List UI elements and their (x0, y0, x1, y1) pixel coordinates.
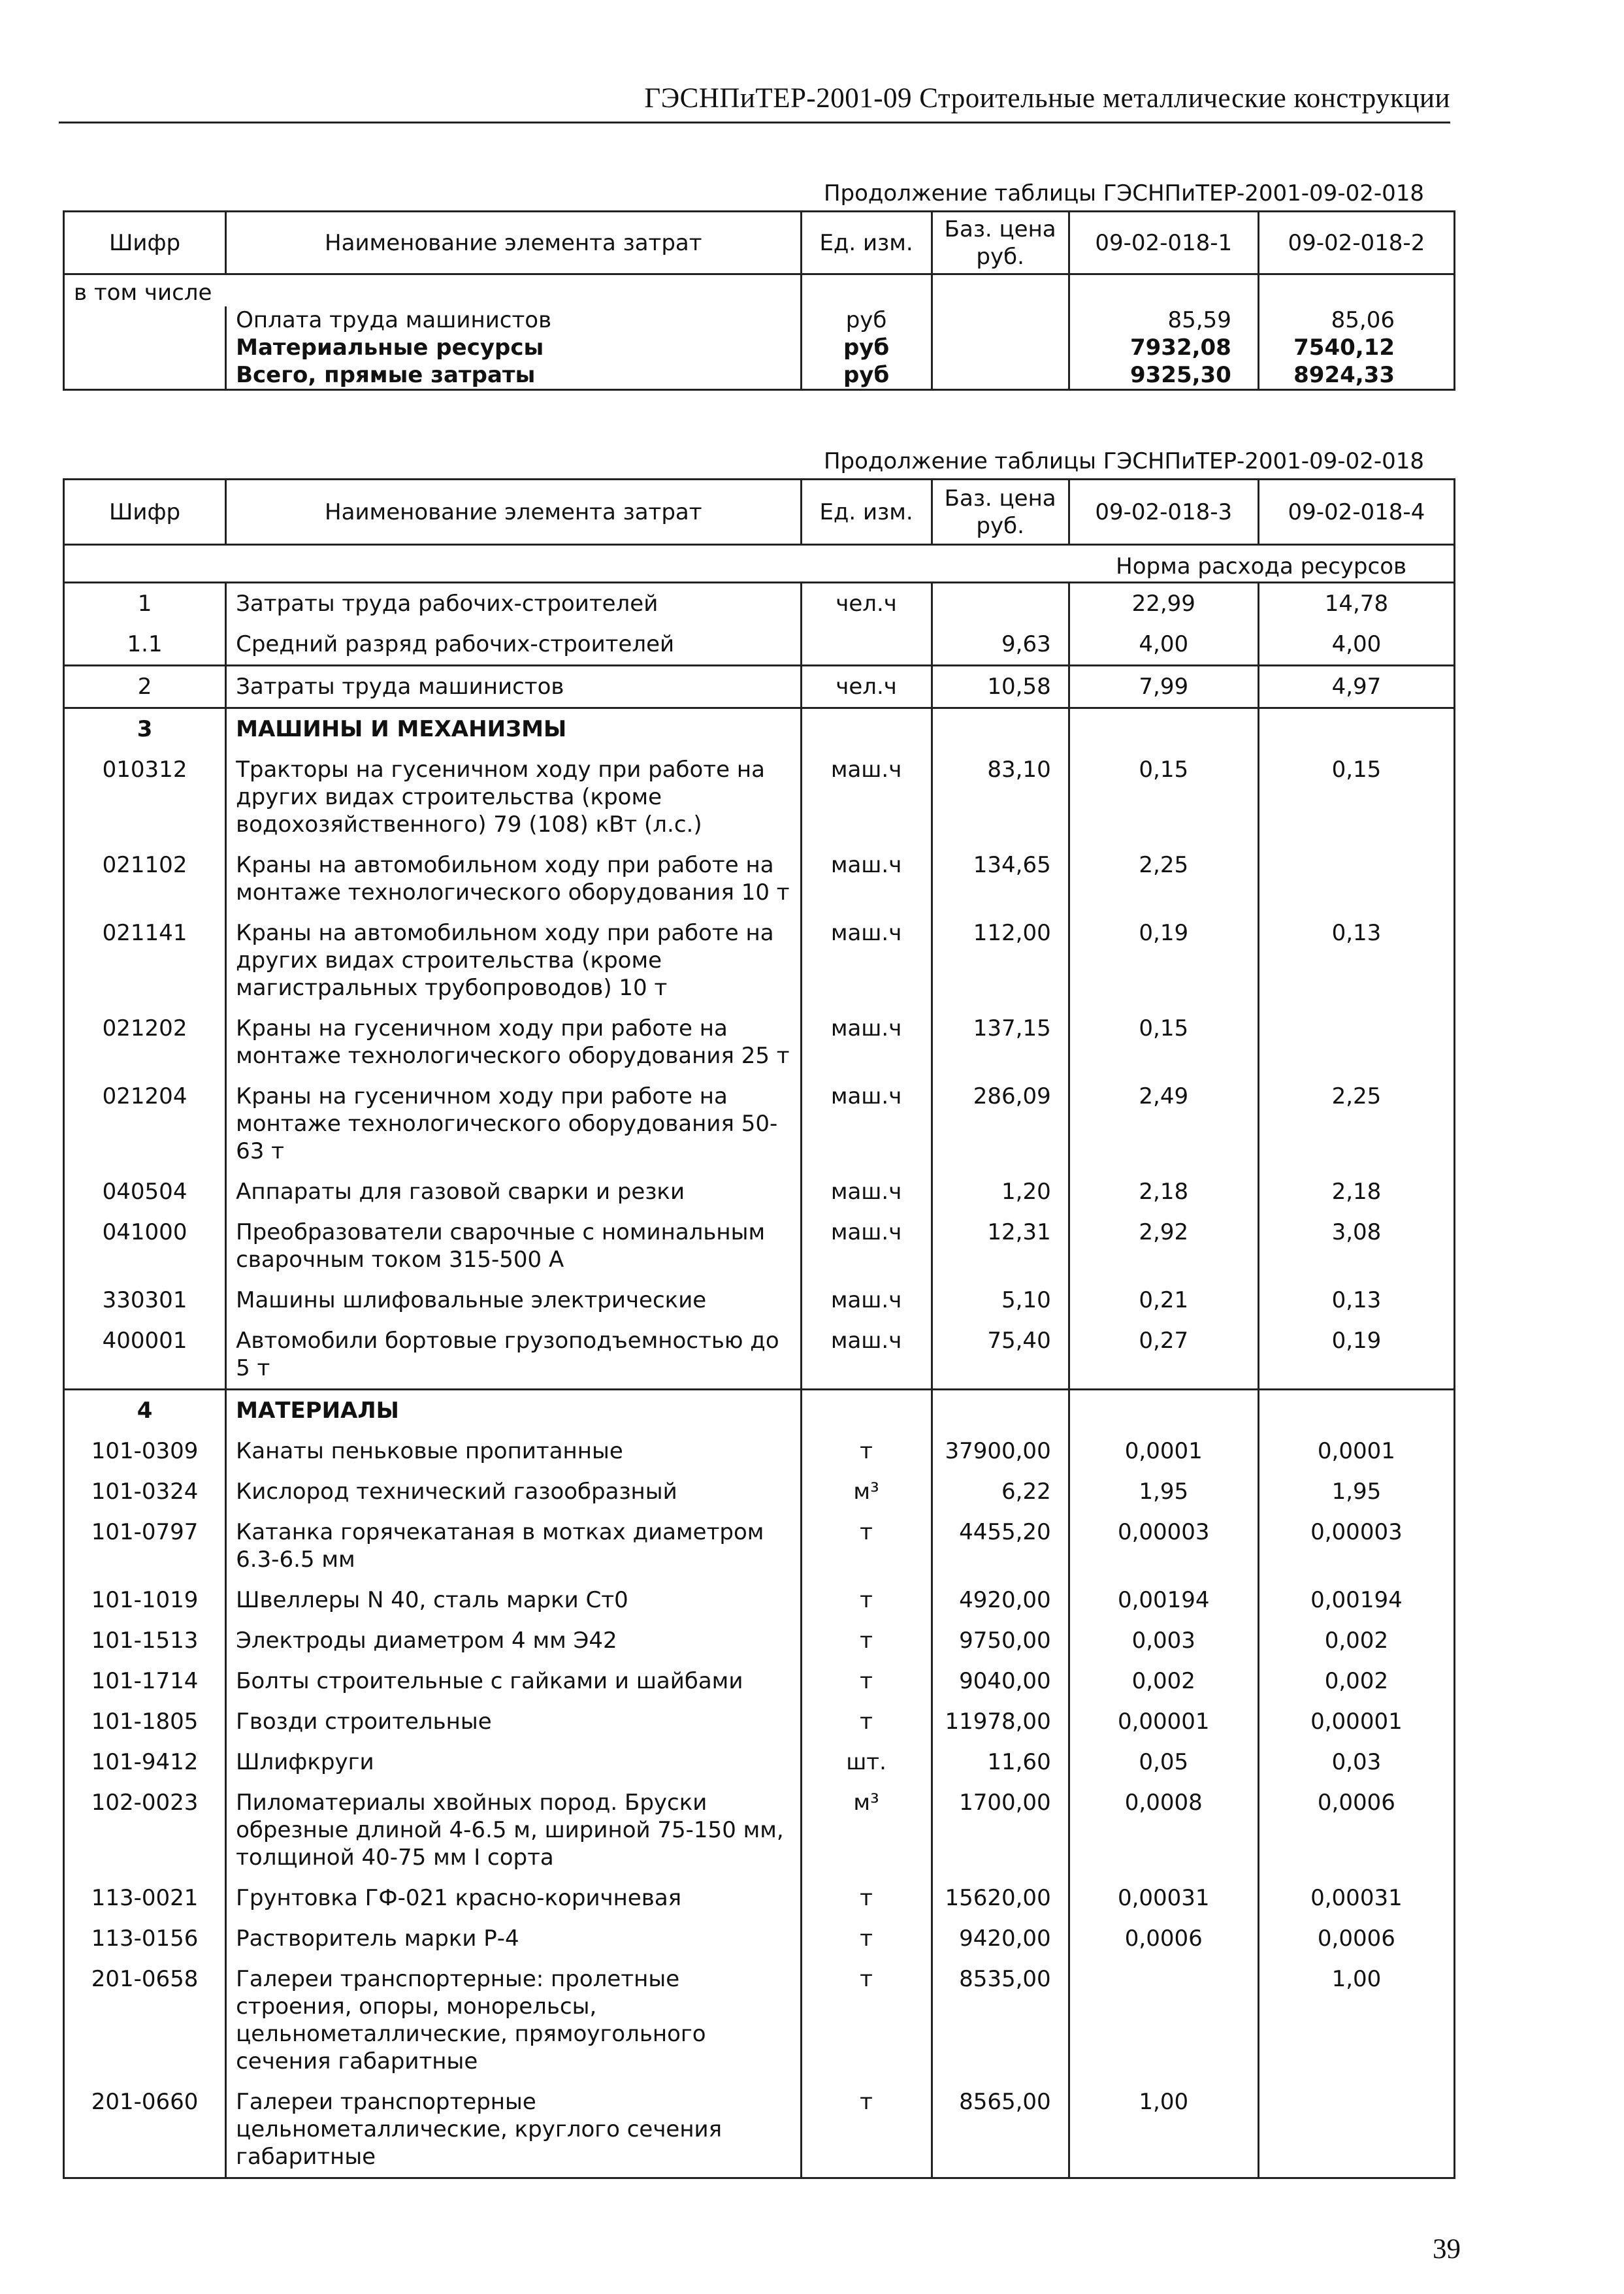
table-row (64, 749, 1455, 845)
table2 (63, 478, 1455, 2179)
row-name: в том числе (64, 274, 802, 307)
row-value-a: 1,95 (1069, 1471, 1258, 1512)
row-price: 8565,00 (932, 2082, 1069, 2178)
row-unit: т (801, 1620, 932, 1661)
col-code-header: Шифр (64, 212, 226, 274)
table1 (63, 210, 1455, 391)
row-value-a: 0,00194 (1069, 1580, 1258, 1620)
row-price: 10,58 (932, 666, 1069, 708)
row-value-b (1258, 1008, 1454, 1076)
row-price: 83,10 (932, 749, 1069, 845)
col-price-header: Баз. цена руб. (932, 480, 1069, 545)
row-code: 041000 (64, 1212, 226, 1280)
row-unit: чел.ч (801, 583, 932, 625)
row-value-a (1069, 708, 1258, 750)
row-value-b: 2,18 (1258, 1172, 1454, 1212)
row-unit: маш.ч (801, 1280, 932, 1320)
table2-header-row (64, 480, 1455, 545)
row-price: 9040,00 (932, 1661, 1069, 1701)
row-value-a (1069, 1390, 1258, 1432)
row-price (932, 583, 1069, 625)
row-name: Кислород технический газообразный (226, 1471, 801, 1512)
row-price: 1700,00 (932, 1782, 1069, 1878)
row-name: Краны на автомобильном ходу при работе на других видах строительства (кроме магистральных трубопроводов) 10 т (226, 913, 801, 1008)
row-value-b: 0,0006 (1258, 1782, 1454, 1878)
row-name: Растворитель марки Р-4 (226, 1918, 801, 1959)
row-value-b: 14,78 (1258, 583, 1454, 625)
row-price (932, 274, 1069, 307)
row-price: 75,40 (932, 1320, 1069, 1390)
row-code: 101-1513 (64, 1620, 226, 1661)
row-name: Шлифкруги (226, 1742, 801, 1782)
table-row (64, 1076, 1455, 1172)
row-value-a: 0,00001 (1069, 1701, 1258, 1742)
col-a-header: 09-02-018-1 (1069, 212, 1258, 274)
table-row (64, 1280, 1455, 1320)
row-price (932, 334, 1069, 361)
row-unit: шт. (801, 1742, 932, 1782)
table-row (64, 583, 1455, 625)
row-value-a (1069, 274, 1258, 307)
row-code: 101-9412 (64, 1742, 226, 1782)
row-name: МАШИНЫ И МЕХАНИЗМЫ (226, 708, 801, 750)
col-name-header: Наименование элемента затрат (226, 480, 801, 545)
row-name: Средний разряд рабочих-строителей (226, 624, 801, 666)
table-row (64, 1620, 1455, 1661)
row-price (932, 1390, 1069, 1432)
table-row (64, 1918, 1455, 1959)
page-number: 39 (1433, 2234, 1461, 2265)
row-code: 021102 (64, 845, 226, 913)
row-code: 1.1 (64, 624, 226, 666)
row-unit: т (801, 1580, 932, 1620)
row-code: 3 (64, 708, 226, 750)
row-name: Оплата труда машинистов (226, 306, 801, 334)
row-value-b: 85,06 (1258, 306, 1454, 334)
row-value-b: 4,97 (1258, 666, 1454, 708)
page-header (59, 77, 1450, 123)
row-unit: руб (801, 361, 932, 390)
row-value-a: 0,002 (1069, 1661, 1258, 1701)
row-name: Грунтовка ГФ-021 красно-коричневая (226, 1878, 801, 1918)
col-b-header: 09-02-018-2 (1258, 212, 1454, 274)
row-value-a: 0,15 (1069, 1008, 1258, 1076)
row-name: Пиломатериалы хвойных пород. Бруски обрезные длиной 4-6.5 м, шириной 75-150 мм, толщиной 40-75 мм I сорта (226, 1782, 801, 1878)
row-code: 021204 (64, 1076, 226, 1172)
row-unit (801, 708, 932, 750)
row-price (932, 361, 1069, 390)
row-value-a: 0,27 (1069, 1320, 1258, 1390)
table-row (64, 306, 1455, 334)
row-name: Галереи транспортерные цельнометаллические, круглого сечения габаритные (226, 2082, 801, 2178)
table-row (64, 334, 1455, 361)
row-name: МАТЕРИАЛЫ (226, 1390, 801, 1432)
row-value-a: 22,99 (1069, 583, 1258, 625)
row-value-a: 0,05 (1069, 1742, 1258, 1782)
row-value-a: 2,18 (1069, 1172, 1258, 1212)
row-price: 134,65 (932, 845, 1069, 913)
row-code: 021202 (64, 1008, 226, 1076)
table-row (64, 1742, 1455, 1782)
row-unit: маш.ч (801, 913, 932, 1008)
row-value-a: 0,19 (1069, 913, 1258, 1008)
col-code-header: Шифр (64, 480, 226, 545)
row-unit: маш.ч (801, 749, 932, 845)
table-row (64, 1172, 1455, 1212)
col-a-header: 09-02-018-3 (1069, 480, 1258, 545)
row-value-b: 0,002 (1258, 1661, 1454, 1701)
row-unit: маш.ч (801, 1008, 932, 1076)
row-unit: т (801, 1661, 932, 1701)
row-unit: руб (801, 306, 932, 334)
table-row (64, 1320, 1455, 1390)
row-unit: маш.ч (801, 1076, 932, 1172)
row-unit: маш.ч (801, 1212, 932, 1280)
row-value-a: 0,0006 (1069, 1918, 1258, 1959)
row-value-a: 9325,30 (1069, 361, 1258, 390)
table-row (64, 1431, 1455, 1471)
row-price: 11,60 (932, 1742, 1069, 1782)
row-unit: т (801, 1512, 932, 1580)
row-price: 9750,00 (932, 1620, 1069, 1661)
table-row (64, 1782, 1455, 1878)
row-value-a: 7932,08 (1069, 334, 1258, 361)
row-value-a: 0,00031 (1069, 1878, 1258, 1918)
table-row (64, 1390, 1455, 1432)
row-value-b (1258, 1390, 1454, 1432)
row-value-b: 0,002 (1258, 1620, 1454, 1661)
row-price (932, 708, 1069, 750)
row-code (64, 361, 226, 390)
row-unit: т (801, 1959, 932, 2082)
row-value-b: 7540,12 (1258, 334, 1454, 361)
row-code: 113-0021 (64, 1878, 226, 1918)
row-price: 9,63 (932, 624, 1069, 666)
row-unit: м³ (801, 1782, 932, 1878)
row-code: 101-1019 (64, 1580, 226, 1620)
row-price: 286,09 (932, 1076, 1069, 1172)
table-row (64, 1008, 1455, 1076)
row-unit (801, 1390, 932, 1432)
row-value-b: 3,08 (1258, 1212, 1454, 1280)
row-value-a: 7,99 (1069, 666, 1258, 708)
row-code: 1 (64, 583, 226, 625)
row-value-b: 1,95 (1258, 1471, 1454, 1512)
row-unit (801, 624, 932, 666)
row-value-a: 0,0008 (1069, 1782, 1258, 1878)
table-row (64, 666, 1455, 708)
row-value-b: 0,00031 (1258, 1878, 1454, 1918)
row-value-a: 2,25 (1069, 845, 1258, 913)
row-name: Канаты пеньковые пропитанные (226, 1431, 801, 1471)
table-row (64, 1471, 1455, 1512)
row-code: 021141 (64, 913, 226, 1008)
row-unit: маш.ч (801, 845, 932, 913)
row-price: 1,20 (932, 1172, 1069, 1212)
table-row (64, 2082, 1455, 2178)
row-code: 040504 (64, 1172, 226, 1212)
row-unit: т (801, 1878, 932, 1918)
row-value-a: 0,003 (1069, 1620, 1258, 1661)
row-code: 201-0660 (64, 2082, 226, 2178)
row-name: Гвозди строительные (226, 1701, 801, 1742)
row-value-a: 2,92 (1069, 1212, 1258, 1280)
row-value-a (1069, 1959, 1258, 2082)
row-value-a: 0,0001 (1069, 1431, 1258, 1471)
row-price: 4920,00 (932, 1580, 1069, 1620)
row-value-a: 85,59 (1069, 306, 1258, 334)
row-code: 330301 (64, 1280, 226, 1320)
row-value-b (1258, 708, 1454, 750)
row-value-b: 0,00001 (1258, 1701, 1454, 1742)
row-unit: т (801, 1918, 932, 1959)
row-unit: маш.ч (801, 1320, 932, 1390)
row-price: 137,15 (932, 1008, 1069, 1076)
col-b-header: 09-02-018-4 (1258, 480, 1454, 545)
row-value-b: 0,15 (1258, 749, 1454, 845)
row-name: Автомобили бортовые грузоподъемностью до 5 т (226, 1320, 801, 1390)
table-row (64, 1959, 1455, 2082)
row-value-b: 1,00 (1258, 1959, 1454, 2082)
row-value-b: 0,0006 (1258, 1918, 1454, 1959)
row-unit: руб (801, 334, 932, 361)
row-price: 8535,00 (932, 1959, 1069, 2082)
row-value-b: 2,25 (1258, 1076, 1454, 1172)
row-value-b: 0,03 (1258, 1742, 1454, 1782)
table-row (64, 708, 1455, 750)
table-row (64, 1212, 1455, 1280)
row-name: Машины шлифовальные электрические (226, 1280, 801, 1320)
table-row (64, 1512, 1455, 1580)
table-row (64, 913, 1455, 1008)
row-code: 101-1714 (64, 1661, 226, 1701)
row-value-b: 0,13 (1258, 1280, 1454, 1320)
row-unit: чел.ч (801, 666, 932, 708)
row-value-b: 0,00194 (1258, 1580, 1454, 1620)
row-price: 4455,20 (932, 1512, 1069, 1580)
col-unit-header: Ед. изм. (801, 480, 932, 545)
row-value-b (1258, 2082, 1454, 2178)
row-code: 101-0324 (64, 1471, 226, 1512)
table-row (64, 274, 1455, 307)
row-name: Электроды диаметром 4 мм Э42 (226, 1620, 801, 1661)
col-name-header: Наименование элемента затрат (226, 212, 801, 274)
row-unit: м³ (801, 1471, 932, 1512)
row-code: 101-0797 (64, 1512, 226, 1580)
row-unit (801, 274, 932, 307)
row-name: Краны на гусеничном ходу при работе на монтаже технологического оборудования 50-63 т (226, 1076, 801, 1172)
document-title: ГЭСНПиТЕР-2001-09 Строительные металлические конструкции (644, 83, 1450, 114)
col-unit-header: Ед. изм. (801, 212, 932, 274)
row-name: Болты строительные с гайками и шайбами (226, 1661, 801, 1701)
row-value-a: 4,00 (1069, 624, 1258, 666)
row-code: 201-0658 (64, 1959, 226, 2082)
norm-row (64, 545, 1455, 583)
table-row (64, 1701, 1455, 1742)
row-code: 400001 (64, 1320, 226, 1390)
row-name: Материальные ресурсы (226, 334, 801, 361)
table-row (64, 1661, 1455, 1701)
table-row (64, 845, 1455, 913)
row-name: Краны на автомобильном ходу при работе на монтаже технологического оборудования 10 т (226, 845, 801, 913)
table-row (64, 361, 1455, 390)
table-row (64, 624, 1455, 666)
row-code (64, 306, 226, 334)
row-value-b (1258, 845, 1454, 913)
row-name: Галереи транспортерные: пролетные строения, опоры, монорельсы, цельнометаллические, прямоугольного сечения габаритные (226, 1959, 801, 2082)
row-name: Тракторы на гусеничном ходу при работе на других видах строительства (кроме водохозяйственного) 79 (108) кВт (л.с.) (226, 749, 801, 845)
row-name: Швеллеры N 40, сталь марки Ст0 (226, 1580, 801, 1620)
row-code: 2 (64, 666, 226, 708)
row-value-b: 0,19 (1258, 1320, 1454, 1390)
row-name: Затраты труда машинистов (226, 666, 801, 708)
row-code: 102-0023 (64, 1782, 226, 1878)
row-code: 113-0156 (64, 1918, 226, 1959)
row-value-b (1258, 274, 1454, 307)
row-value-b: 8924,33 (1258, 361, 1454, 390)
row-value-b: 0,00003 (1258, 1512, 1454, 1580)
row-code (64, 334, 226, 361)
row-unit: маш.ч (801, 1172, 932, 1212)
row-code: 4 (64, 1390, 226, 1432)
row-value-a: 0,15 (1069, 749, 1258, 845)
row-price: 112,00 (932, 913, 1069, 1008)
row-value-a: 1,00 (1069, 2082, 1258, 2178)
row-name: Преобразователи сварочные с номинальным сварочным током 315-500 А (226, 1212, 801, 1280)
row-price: 6,22 (932, 1471, 1069, 1512)
row-name: Всего, прямые затраты (226, 361, 801, 390)
row-value-b: 4,00 (1258, 624, 1454, 666)
row-name: Затраты труда рабочих-строителей (226, 583, 801, 625)
row-name: Аппараты для газовой сварки и резки (226, 1172, 801, 1212)
row-unit: т (801, 1701, 932, 1742)
table-row (64, 1580, 1455, 1620)
row-name: Краны на гусеничном ходу при работе на монтаже технологического оборудования 25 т (226, 1008, 801, 1076)
row-price: 12,31 (932, 1212, 1069, 1280)
row-value-a: 2,49 (1069, 1076, 1258, 1172)
row-value-b: 0,0001 (1258, 1431, 1454, 1471)
row-value-b: 0,13 (1258, 913, 1454, 1008)
col-price-header: Баз. цена руб. (932, 212, 1069, 274)
row-unit: т (801, 2082, 932, 2178)
row-price: 15620,00 (932, 1878, 1069, 1918)
row-price: 11978,00 (932, 1701, 1069, 1742)
row-unit: т (801, 1431, 932, 1471)
row-code: 010312 (64, 749, 226, 845)
row-price: 5,10 (932, 1280, 1069, 1320)
row-price: 9420,00 (932, 1918, 1069, 1959)
row-price (932, 306, 1069, 334)
row-value-a: 0,21 (1069, 1280, 1258, 1320)
row-price: 37900,00 (932, 1431, 1069, 1471)
table2-caption: Продолжение таблицы ГЭСНПиТЕР-2001-09-02-018 (823, 448, 1424, 474)
table1-caption: Продолжение таблицы ГЭСНПиТЕР-2001-09-02-018 (823, 180, 1424, 206)
row-code: 101-1805 (64, 1701, 226, 1742)
table-row (64, 1878, 1455, 1918)
table1-header-row (64, 212, 1455, 274)
row-name: Катанка горячекатаная в мотках диаметром 6.3-6.5 мм (226, 1512, 801, 1580)
row-code: 101-0309 (64, 1431, 226, 1471)
norm-label: Норма расхода ресурсов (1069, 545, 1454, 583)
row-value-a: 0,00003 (1069, 1512, 1258, 1580)
